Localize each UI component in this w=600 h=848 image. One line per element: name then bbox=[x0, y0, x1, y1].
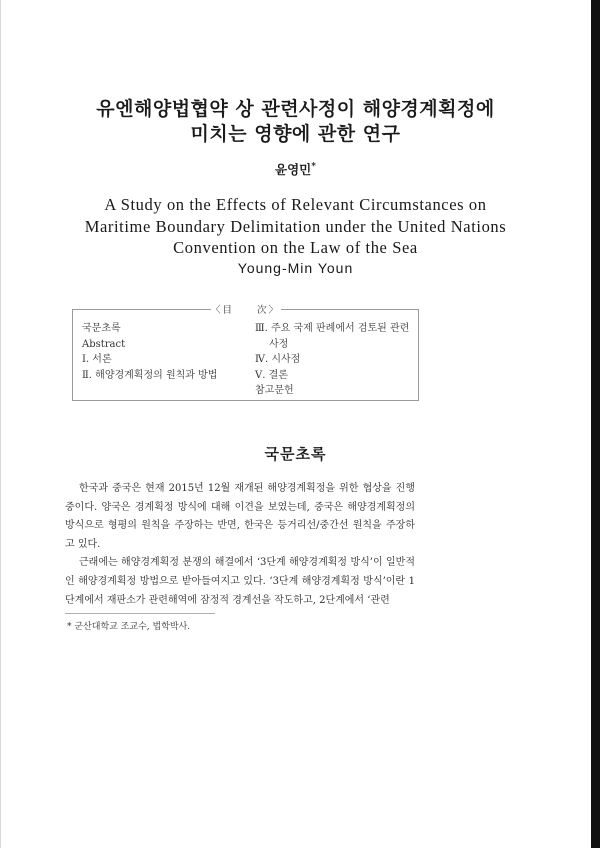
footnote-divider bbox=[65, 613, 215, 614]
abstract-heading: 국문초록 bbox=[264, 445, 327, 463]
korean-title-line-2: 미치는 영향에 관한 연구 bbox=[190, 123, 401, 145]
english-author: Young-Min Youn bbox=[237, 260, 354, 276]
english-title bbox=[0, 194, 591, 259]
english-title-line-1: A Study on the Effects of Relevant Circumstances on bbox=[104, 195, 487, 214]
toc-item: 국문초록 bbox=[82, 323, 121, 334]
toc-item: Abstract bbox=[82, 338, 126, 350]
table-of-contents bbox=[72, 305, 419, 401]
english-title-line-2: Maritime Boundary Delimitation under the United Nations bbox=[84, 216, 507, 236]
author-footnote: * 군산대학교 조교수, 법학박사. bbox=[67, 622, 191, 632]
author-footnote-marker: * bbox=[311, 161, 316, 172]
toc-item: Ⅳ. 시사점 bbox=[255, 354, 301, 365]
toc-item: Ⅴ. 결론 bbox=[255, 369, 288, 381]
korean-author-name: 윤영민 bbox=[275, 162, 312, 177]
toc-item: 참고문헌 bbox=[255, 385, 294, 396]
english-title-line-3: Convention on the Law of the Sea bbox=[173, 238, 418, 257]
abstract-paragraph-1: 한국과 중국은 현재 2015년 12월 재개된 해양경계획정을 위한 협상을 진행 중이다. 양국은 경계획정 방식에 대해 이견을 보였는데, 중국은 해양경계획정의 방식으로 형평의 원칙을 주장하는 반면, 한국은 등거리선/중간선 원칙을 주장하고 있다. bbox=[65, 483, 415, 550]
toc-heading: 〈目 次〉 bbox=[210, 305, 280, 316]
abstract-paragraph-2: 근래에는 해양경계획정 분쟁의 해결에서 ‘3단계 해양경계획정 방식’이 일반적인 해양경계획정 방법으로 받아들여지고 있다. ‘3단계 해양경계획정 방식’이란 1단계에서 재판소가 관련해역에 잠정적 경계선을 작도하고, 2단계에서 ‘관련 bbox=[65, 557, 415, 606]
toc-item: Ⅲ. 주요 국제 판례에서 검토된 관련 bbox=[255, 323, 410, 334]
korean-author bbox=[0, 160, 591, 178]
korean-title-line-1: 유엔해양법협약 상 관련사정이 해양경계획정에 bbox=[96, 98, 495, 120]
toc-item: Ⅱ. 해양경계획정의 원칙과 방법 bbox=[82, 369, 218, 381]
korean-title bbox=[0, 97, 591, 147]
page-right-edge bbox=[591, 0, 600, 848]
toc-item: Ⅰ. 서론 bbox=[82, 354, 112, 365]
toc-right-column bbox=[255, 321, 409, 399]
abstract-body bbox=[65, 480, 415, 610]
toc-left-column bbox=[82, 321, 217, 383]
toc-item-continuation: 사정 bbox=[269, 338, 289, 350]
